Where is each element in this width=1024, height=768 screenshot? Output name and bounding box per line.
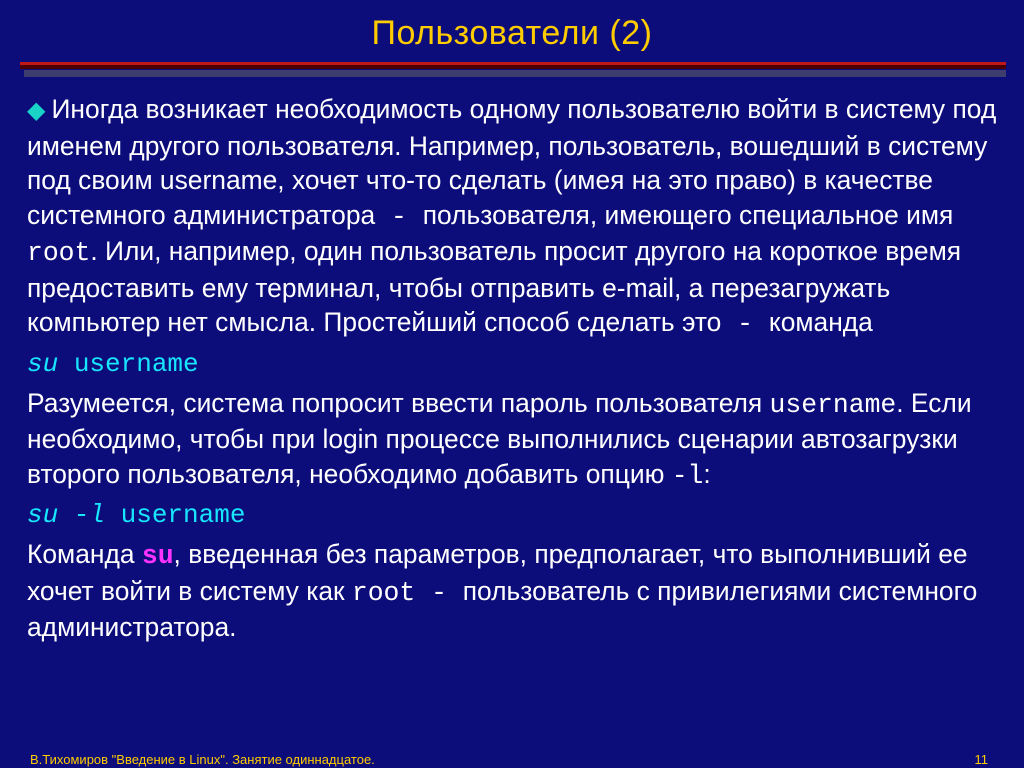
footer-course-title: В.Тихомиров "Введение в Linux". Занятие одиннадцатое. [30, 752, 375, 767]
option-l-literal: -l [671, 460, 704, 491]
paragraph-intro [27, 92, 1002, 342]
diamond-bullet-icon: ◆ [27, 97, 46, 124]
su-text-1: Команда [27, 539, 142, 569]
username-literal: username [769, 389, 897, 420]
password-text-2: . Если необходимо, чтобы при login процессе выполнились сценарии автозагрузки второго пользователя, необходимо добавить опцию [27, 387, 972, 489]
root-literal: root [27, 238, 91, 268]
command-username: username [58, 348, 199, 379]
password-text-1: Разумеется, система попросит ввести пароль пользователя [27, 387, 770, 418]
intro-dash-1: - [375, 201, 423, 232]
su-highlight: su [141, 541, 174, 571]
footer-page-number: 11 [974, 752, 988, 767]
title-rule [20, 62, 1006, 65]
intro-dash-2: - [721, 309, 769, 339]
password-text-3: : [703, 458, 711, 489]
su-text-3: пользователь с привилегиями системного администратора. [27, 575, 978, 642]
intro-text-2: пользователя, имеющего специальное имя [422, 199, 954, 230]
root-literal-2: root [351, 577, 416, 608]
paragraph-password [27, 386, 1002, 494]
slide-title: Пользователи (2) [371, 14, 653, 52]
command-su-username [27, 347, 1002, 381]
intro-text-4: команда [768, 307, 873, 337]
command-username-2: username [105, 500, 246, 530]
command-su-l: su -l [27, 500, 106, 530]
su-dash: - [415, 577, 463, 608]
command-su: su [27, 348, 59, 379]
paragraph-su-noargs [27, 537, 1002, 645]
intro-text-1: Иногда возникает необходимость одному пользователю войти в систему под именем другого пользователя. Например, пользователь, вошедший в систему под своим username, хочет что-то сделать (имея на это право) в качестве системного администратора [27, 94, 997, 230]
slide-body [27, 92, 1002, 645]
intro-text-3: . Или, например, один пользователь просит другого на короткое время предоставить ему терминал, чтобы отправить e-mail, а перезагружать компьютер нет смысла. Простейший способ сделать это [27, 236, 962, 337]
su-text-2: , введенная без параметров, предполагает, что выполнивший ее хочет войти в систему как [27, 539, 968, 606]
title-rule-shadow [24, 70, 1006, 77]
command-su-l-username [27, 498, 1002, 532]
